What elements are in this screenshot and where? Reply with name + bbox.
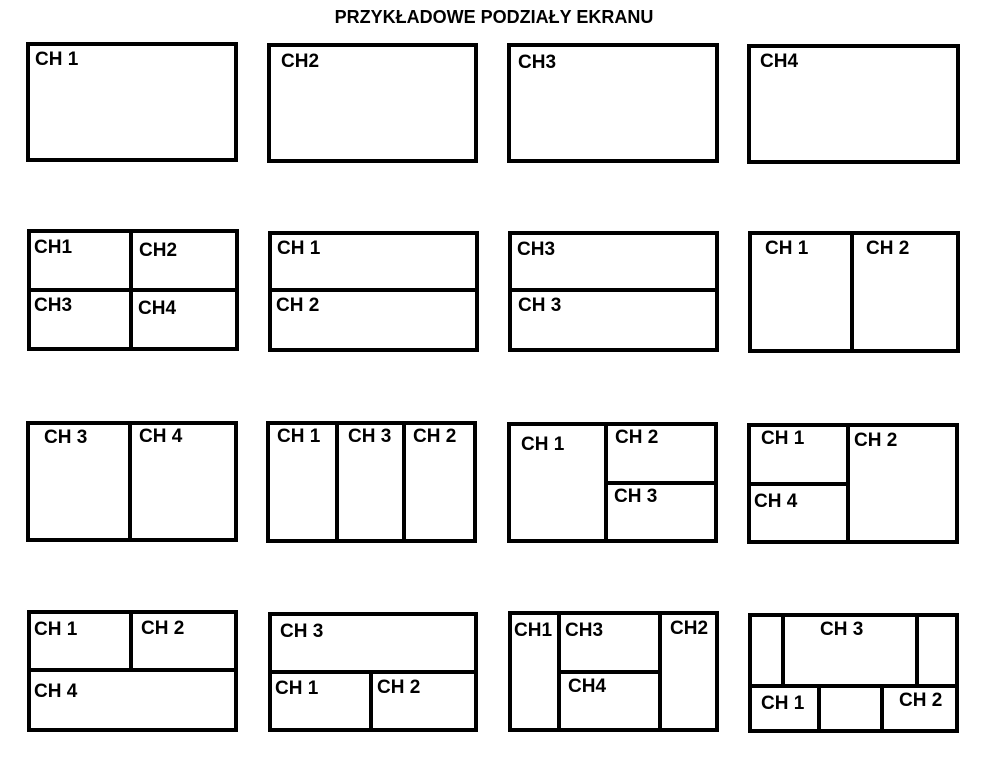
layout-16-label-3: CH 2	[899, 690, 943, 711]
layout-5-label-1: CH1	[34, 237, 73, 258]
layout-15-label-4: CH4	[568, 676, 607, 697]
layout-6-divider	[270, 288, 477, 292]
layout-13-label-2: CH 2	[141, 618, 185, 639]
layout-16-label-1: CH 3	[820, 619, 864, 640]
layout-6-label-1: CH 1	[277, 238, 321, 259]
layout-12-label-1: CH 1	[761, 428, 805, 449]
layout-16-divider	[817, 686, 821, 731]
layout-15-label-1: CH1	[514, 620, 553, 641]
layout-16-label-2: CH 1	[761, 693, 805, 714]
layout-14-label-3: CH 2	[377, 677, 421, 698]
page-title: PRZYKŁADOWE PODZIAŁY EKRANU	[334, 7, 654, 27]
layout-10-label-3: CH 2	[413, 426, 457, 447]
layout-4-label-1: CH4	[760, 51, 799, 72]
layout-10-label-1: CH 1	[277, 426, 321, 447]
layout-16-divider	[915, 615, 919, 686]
layout-11-label-2: CH 2	[615, 427, 659, 448]
layout-7-label-2: CH 3	[518, 295, 562, 316]
layout-11-divider	[606, 481, 716, 485]
layout-7-label-1: CH3	[517, 239, 556, 260]
layout-8-divider	[850, 233, 854, 351]
layout-11-label-3: CH 3	[614, 486, 658, 507]
layout-13-label-3: CH 4	[34, 681, 78, 702]
layout-14-divider	[270, 670, 476, 674]
layout-16-divider	[880, 686, 884, 731]
layout-15-divider	[559, 670, 660, 674]
layout-9-label-2: CH 4	[139, 426, 183, 447]
layout-3-label-1: CH3	[518, 52, 557, 73]
layout-13-divider	[129, 612, 133, 670]
layout-16-divider	[781, 615, 785, 686]
layout-9-label-1: CH 3	[44, 427, 88, 448]
layout-7-divider	[510, 288, 717, 292]
layout-14-label-1: CH 3	[280, 621, 324, 642]
layout-12-label-3: CH 4	[754, 491, 798, 512]
layout-12-divider	[749, 482, 848, 486]
layout-15-label-2: CH3	[565, 620, 604, 641]
layout-11-label-1: CH 1	[521, 434, 565, 455]
layout-12-label-2: CH 2	[854, 430, 898, 451]
layout-8-label-1: CH 1	[765, 238, 809, 259]
layout-1-label-1: CH 1	[35, 49, 79, 70]
layout-8-label-2: CH 2	[866, 238, 910, 259]
layout-13-label-1: CH 1	[34, 619, 78, 640]
layout-10-divider	[402, 423, 406, 541]
layout-5-divider	[29, 288, 237, 292]
layout-15-label-3: CH2	[670, 618, 709, 639]
layout-5-label-3: CH3	[34, 295, 73, 316]
layout-14-divider	[369, 672, 373, 730]
layout-6-label-2: CH 2	[276, 295, 320, 316]
layout-5-label-2: CH2	[139, 240, 178, 261]
layout-2-label-1: CH2	[281, 51, 320, 72]
layout-5-label-4: CH4	[138, 298, 177, 319]
layout-10-label-2: CH 3	[348, 426, 392, 447]
layout-14-label-2: CH 1	[275, 678, 319, 699]
layout-9-divider	[128, 423, 132, 540]
layout-10-divider	[335, 423, 339, 541]
